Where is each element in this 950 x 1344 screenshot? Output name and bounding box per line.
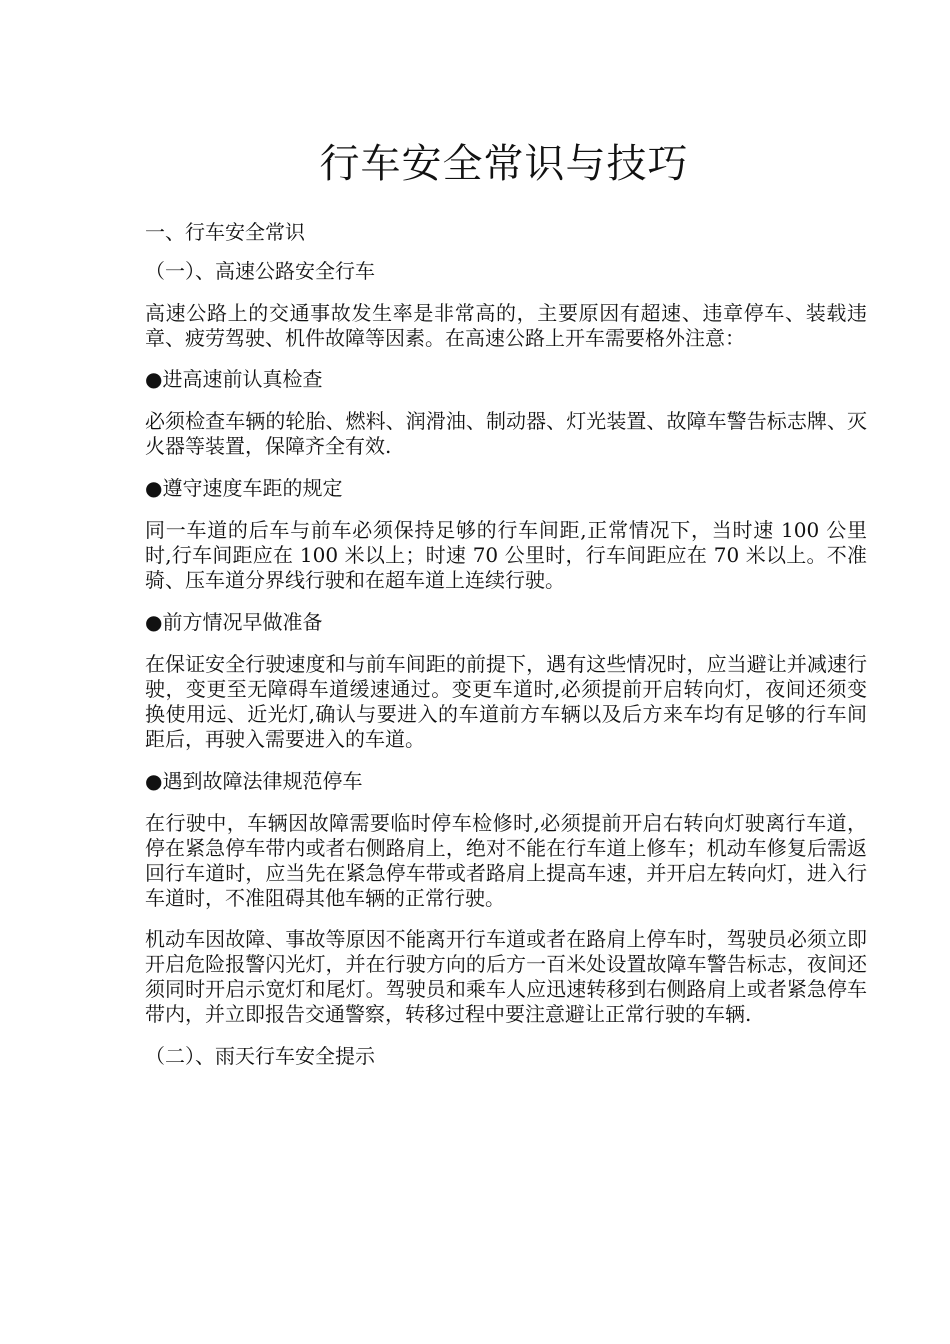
section-heading: 一、行车安全常识 xyxy=(145,220,305,244)
bullet-paragraph: 在行驶中，车辆因故障需要临时停车检修时,必须提前开启右转向灯驶离行车道，停在紧急停车带内或者右侧路肩上，绝对不能在行车道上修车；机动车修复后需返回行车道时，应当先在紧急停车带或者路肩上提高车速，并开启左转向灯，进入行车道时，不准阻碍其他车辆的正常行驶。 xyxy=(145,811,867,910)
bullet-heading-text: 遇到故障法律规范停车 xyxy=(162,769,363,793)
document-title: 行车安全常识与技巧 xyxy=(319,141,689,187)
bullet-heading xyxy=(145,367,867,392)
bullet-marker-icon: ● xyxy=(145,769,163,793)
bullet-heading xyxy=(145,769,867,794)
intro-paragraph: 高速公路上的交通事故发生率是非常高的，主要原因有超速、违章停车、装载违章、疲劳驾驶、机件故障等因素。在高速公路上开车需要格外注意： xyxy=(145,301,867,350)
bullet-heading xyxy=(145,610,867,635)
bullet-marker-icon: ● xyxy=(145,367,163,391)
bullet-paragraph: 机动车因故障、事故等原因不能离开行车道或者在路肩上停车时，驾驶员必须立即开启危险报警闪光灯，并在行驶方向的后方一百米处设置故障车警告标志，夜间还须同时开启示宽灯和尾灯。驾驶员和乘车人应迅速转移到右侧路肩上或者紧急停车带内，并立即报告交通警察，转移过程中要注意避让正常行驶的车辆. xyxy=(145,927,867,1026)
bullet-marker-icon: ● xyxy=(145,610,163,634)
subsection-heading: （二）、雨天行车安全提示 xyxy=(145,1044,375,1068)
bullet-paragraph: 同一车道的后车与前车必须保持足够的行车间距,正常情况下，当时速 100 公里时,行车间距应在 100 米以上；时速 70 公里时，行车间距应在 70 米以上。不准骑、压车道分界线行驶和在超车道上连续行驶。 xyxy=(145,518,867,592)
bullet-paragraph: 在保证安全行驶速度和与前车间距的前提下，遇有这些情况时，应当避让并减速行驶，变更至无障碍车道缓速通过。变更车道时,必须提前开启转向灯，夜间还须变换使用远、近光灯,确认与要进入的车道前方车辆以及后方来车均有足够的行车间距后，再驶入需要进入的车道。 xyxy=(145,652,867,751)
bullet-paragraph: 必须检查车辆的轮胎、燃料、润滑油、制动器、灯光装置、故障车警告标志牌、灭火器等装置，保障齐全有效. xyxy=(145,409,867,458)
bullet-heading-text: 进高速前认真检查 xyxy=(162,367,323,391)
bullet-heading-text: 前方情况早做准备 xyxy=(162,610,323,634)
bullet-marker-icon: ● xyxy=(145,476,163,500)
document-body xyxy=(145,220,867,1069)
bullet-heading-text: 遵守速度车距的规定 xyxy=(162,476,343,500)
subsection-heading: （一）、高速公路安全行车 xyxy=(145,259,375,283)
bullet-heading xyxy=(145,476,867,501)
